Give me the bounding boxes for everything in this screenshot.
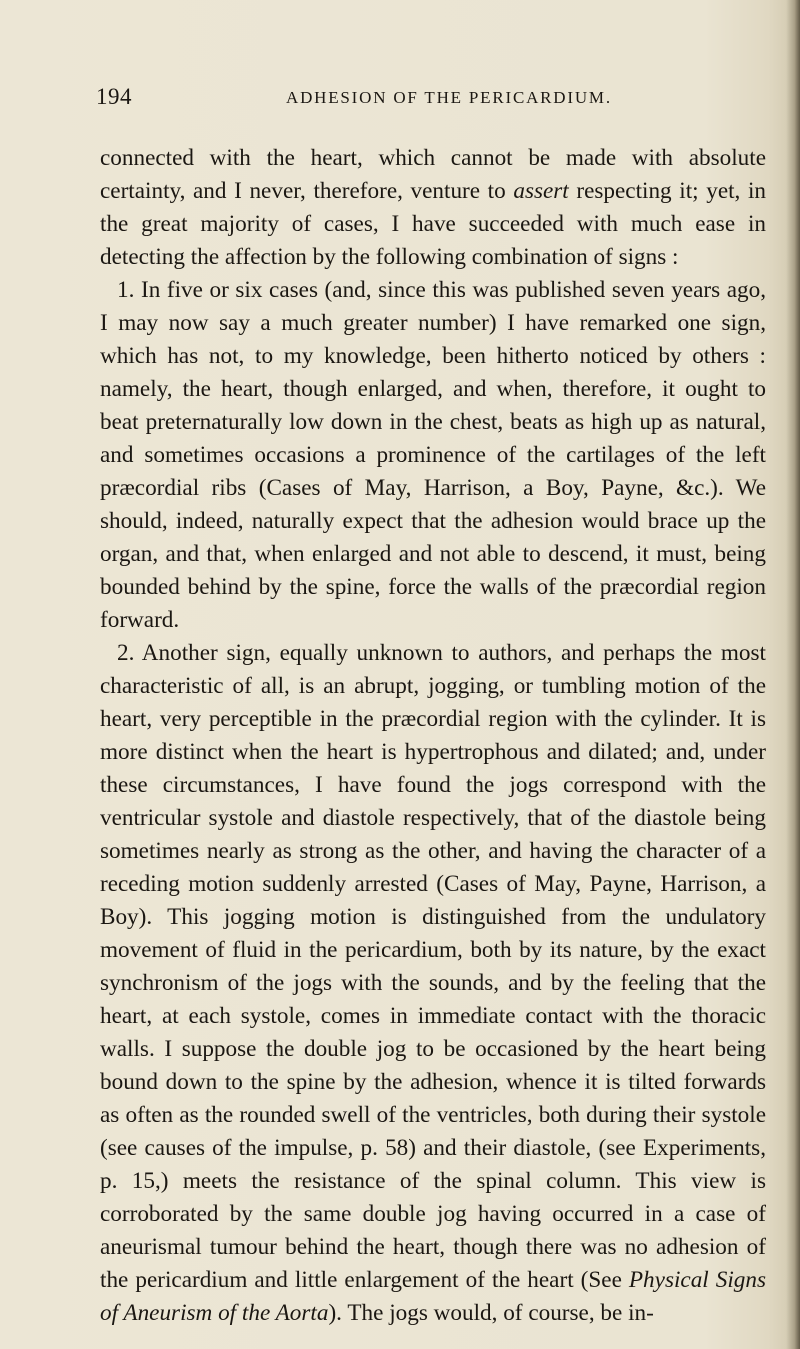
page-header (96, 84, 736, 114)
paragraph-text: connected with the heart, which cannot be made with absolute certainty, and I never, therefore, venture to (100, 145, 766, 204)
paragraph-sign-1: 1. In five or six cases (and, since this was published seven years ago, I may now say a much greater number) I have remarked one sign, which has not, to my knowledge, been hitherto noticed by others : namely, the heart, though enlarged, and when, therefore, it ought to beat preternaturally low down in the chest, beats as high up as natural, and sometimes occasions a prominence of the cartilages of the left præcordial ribs (Cases of May, Harrison, a Boy, Payne, &c.). We should, indeed, naturally expect that the adhesion would brace up the organ, and that, when enlarged and not able to descend, it must, being bounded behind by the spine, force the walls of the præcordial region forward. (100, 277, 766, 633)
page-number: 194 (96, 84, 132, 109)
running-head: ADHESION OF THE PERICARDIUM. (286, 88, 612, 107)
paragraph-text: 2. Another sign, equally unknown to authors, and perhaps the most characteristic of all, is an abrupt, jogging, or tumbling motion of the heart, very perceptible in the præcordial region with the cylinder. It is more distinct when the heart is hypertrophous and dilated; and, under these circumstances, I have found the jogs correspond with the ventricular systole and diastole respectively, that of the diastole being sometimes nearly as strong as the other, and having the character of a receding motion suddenly arrested (Cases of May, Payne, Harrison, a Boy). This jogging motion is distinguished from the undulatory movement of fluid in the pericardium, both by its nature, by the exact synchronism of the jogs with the sounds, and by the feeling that the heart, at each systole, comes in immediate contact with the thoracic walls. I suppose the double jog to be occasioned by the heart being bound down to the spine by the adhesion, whence it is tilted forwards as often as the rounded swell of the ventricles, both during their systole (see causes of the impulse, p. 58) and their diastole, (see Experiments, p. 15,) meets the resistance of the spinal column. This view is corroborated by the same double jog having occurred in a case of aneurismal tumour behind the heart, though there was no adhesion of the pericardium and little enlargement of the heart (See (100, 640, 766, 1293)
page-edge-shadow (786, 0, 800, 1349)
body-text (100, 142, 766, 1330)
paragraph-sign-2 (100, 637, 766, 1330)
italic-word: assert (513, 178, 569, 204)
paragraph-continued (100, 142, 766, 274)
italic-reference: Physical Signs of Aneurism of the Aorta (100, 1267, 767, 1326)
paragraph-text: respecting it; yet, in the great majority of cases, I have succeeded with much ease in detecting the affection by the following combination of signs : (100, 178, 767, 270)
paragraph-text: ). The jogs would, of course, be in- (328, 1300, 654, 1326)
